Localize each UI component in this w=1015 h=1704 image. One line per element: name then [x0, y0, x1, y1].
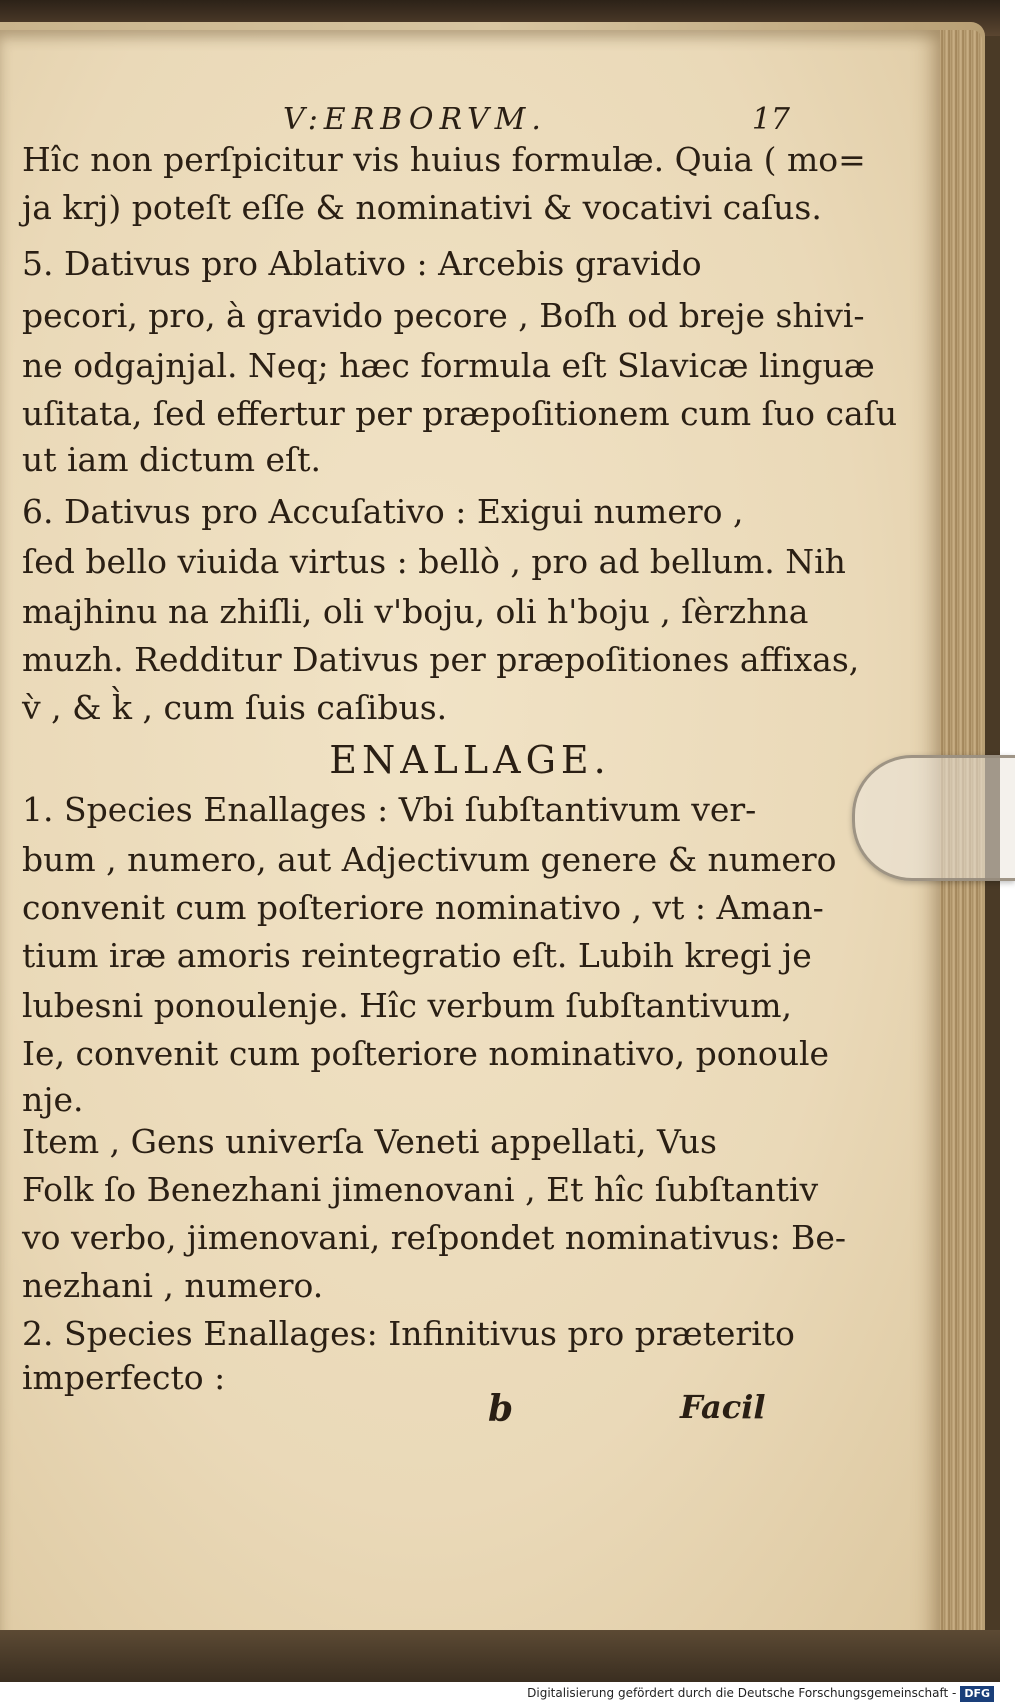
text-line: 2. Species Enallages: Infinitivus pro præterito — [22, 1314, 795, 1353]
text-line: lubesni ponoulenje. Hîc verbum ſubſtantivum, — [22, 986, 793, 1025]
text-line: ut iam dictum eſt. — [22, 440, 321, 479]
running-head: V:ERBORVM. — [283, 102, 547, 137]
text-line: majhinu na zhiſli, oli v'boju, oli h'boju , ſèrzhna — [22, 592, 809, 631]
page-text — [0, 30, 940, 1655]
text-line: uſitata, ſed effertur per præpoſitionem cum ſuo caſu — [22, 394, 898, 433]
text-line: pecori, pro, à gravido pecore , Boſh od breje shivi- — [22, 296, 865, 335]
text-line: bum , numero, aut Adjectivum genere & numero — [22, 840, 837, 879]
text-line: Folk ſo Benezhani jimenovani , Et hîc ſubſtantiv — [22, 1170, 819, 1209]
text-line: Ie, convenit cum poſteriore nominativo, ponoule — [22, 1034, 830, 1073]
text-line: 5. Dativus pro Ablativo : Arcebis gravido — [22, 244, 702, 283]
text-line: ne odgajnjal. Neq; hæc formula eſt Slavicæ linguæ — [22, 346, 875, 385]
text-line: ja krj) poteſt eſſe & nominativi & vocativi caſus. — [22, 188, 822, 227]
signature-mark: b — [488, 1388, 514, 1430]
text-line: nezhani , numero. — [22, 1266, 324, 1305]
text-line: Hîc non perſpicitur vis huius formulæ. Quia ( mo= — [22, 140, 866, 179]
book-page — [0, 30, 940, 1655]
page-number: 17 — [751, 102, 790, 137]
text-line: Item , Gens univerſa Veneti appellati, Vus — [22, 1122, 717, 1161]
dfg-logo: DFG — [960, 1686, 994, 1702]
text-line: v̀ , & k̀ , cum ſuis caſibus. — [22, 688, 448, 727]
text-line: 1. Species Enallages : Vbi ſubſtantivum ver- — [22, 790, 757, 829]
text-line: 6. Dativus pro Accuſativo : Exigui numero , — [22, 492, 744, 531]
text-line: nje. — [22, 1080, 84, 1119]
text-line: ſed bello viuida virtus : bellò , pro ad bellum. Nih — [22, 542, 846, 581]
page-clip — [852, 755, 1015, 881]
text-line: vo verbo, jimenovani, reſpondet nominativus: Be- — [22, 1218, 847, 1257]
catchword: Facil — [680, 1388, 766, 1426]
credit-text: Digitalisierung gefördert durch die Deutsche Forschungsgemeinschaft - — [527, 1686, 957, 1700]
book-bottom-edge — [0, 1630, 1000, 1682]
text-line: convenit cum poſteriore nominativo , vt : Aman- — [22, 888, 824, 927]
text-line: imperfecto : — [22, 1358, 226, 1397]
digitization-credit — [0, 1682, 1000, 1704]
text-line: muzh. Redditur Dativus per præpoſitiones affixas, — [22, 640, 860, 679]
text-line: tium iræ amoris reintegratio eſt. Lubih kregi je — [22, 936, 812, 975]
section-heading: ENALLAGE. — [329, 738, 611, 782]
